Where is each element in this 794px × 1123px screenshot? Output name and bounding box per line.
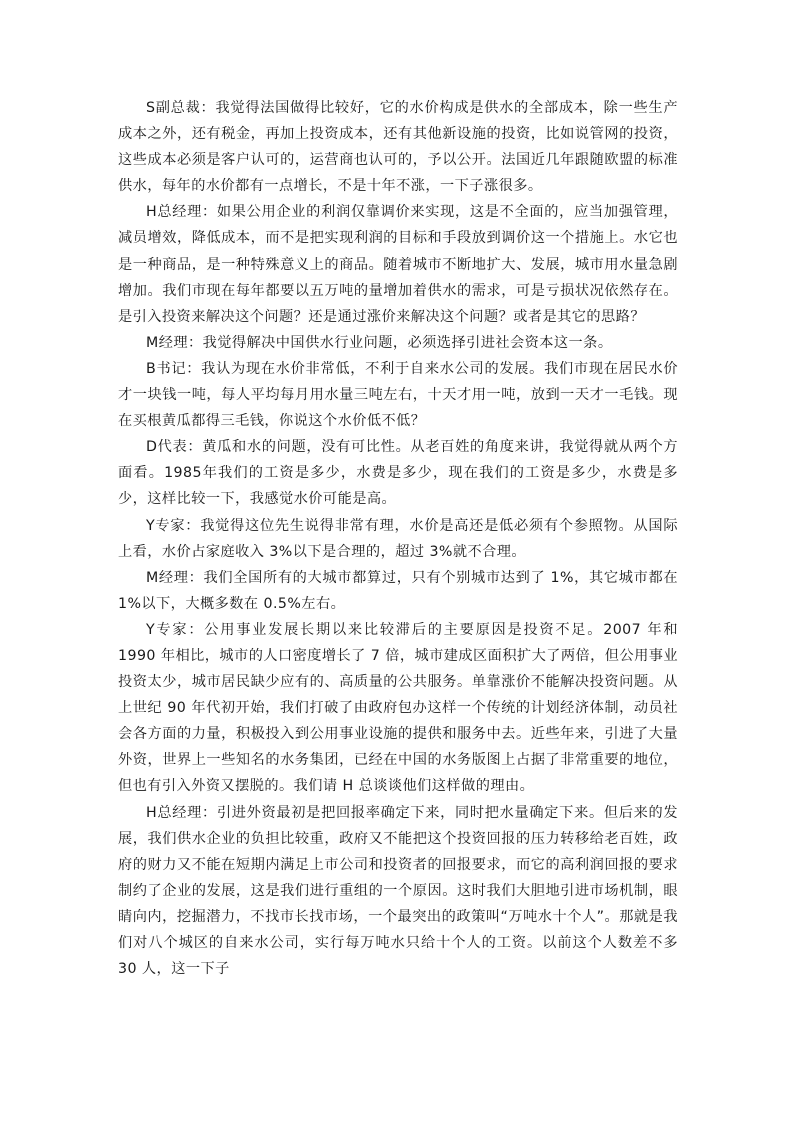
paragraph-d-representative: D代表：黄瓜和水的问题，没有可比性。从老百姓的角度来讲，我觉得就从两个方面看。1985年我们的工资是多少，水费是多少，现在我们的工资是多少，水费是多少，这样比较一下，我感觉水价可能是高。 — [118, 439, 678, 508]
paragraph-h-general-manager: H总经理：如果公用企业的利润仅靠调价来实现，这是不全面的，应当加强管理，减员增效，降低成本，而不是把实现利润的目标和手段放到调价这一个措施上。水它也是一种商品，是一种特殊意义上的商品。随着城市不断地扩大、发展，城市用水量急剧增加。我们市现在每年都要以五万吨的量增加着供水的需求，可是亏损状况依然存在。是引入投资来解决这个问题？还是通过涨价来解决这个问题？或者是其它的思路？ — [118, 204, 678, 325]
paragraph-m-manager-2: M经理：我们全国所有的大城市都算过，只有个别城市达到了 1%，其它城市都在 1%以下，大概多数在 0.5%左右。 — [118, 569, 678, 612]
paragraph-y-expert-2: Y专家：公用事业发展长期以来比较滞后的主要原因是投资不足。2007 年和 1990 年相比，城市的人口密度增长了 7 倍，城市建成区面积扩大了两倍，但公用事业投资太少，城市居民缺少应有的、高质量的公共服务。单靠涨价不能解决投资问题。从上世纪 90 年代初开始，我们打破了由政府包办这样一个传统的计划经济体制，动员社会各方面的力量，积极投入到公用事业设施的提供和服务中去。近些年来，引进了大量外资，世界上一些知名的水务集团，已经在中国的水务版图上占据了非常重要的地位，但也有引入外资又摆脱的。我们请 H 总谈谈他们这样做的理由。 — [118, 621, 678, 795]
paragraph-s-vice-president: S副总裁：我觉得法国做得比较好，它的水价构成是供水的全部成本，除一些生产成本之外，还有税金，再加上投资成本，还有其他新设施的投资，比如说管网的投资，这些成本必须是客户认可的，运营商也认可的，予以公开。法国近几年跟随欧盟的标准供水，每年的水价都有一点增长，不是十年不涨，一下子涨很多。 — [118, 100, 678, 195]
paragraph-h-general-manager-2: H总经理：引进外资最初是把回报率确定下来，同时把水量确定下来。但后来的发展，我们供水企业的负担比较重，政府又不能把这个投资回报的压力转移给老百姓，政府的财力又不能在短期内满足上市公司和投资者的回报要求，而它的高利润回报的要求制约了企业的发展，这是我们进行重组的一个原因。这时我们大胆地引进市场机制，眼睛向内，挖掘潜力，不找市长找市场，一个最突出的政策叫“万吨水十个人”。那就是我们对八个城区的自来水公司，实行每万吨水只给十个人的工资。以前这个人数差不多 30 人，这一下子 — [118, 804, 678, 978]
paragraph-m-manager: M经理：我觉得解决中国供水行业问题，必须选择引进社会资本这一条。 — [146, 334, 613, 351]
paragraph-y-expert: Y专家：我觉得这位先生说得非常有理，水价是高还是低必须有个参照物。从国际上看，水价占家庭收入 3%以下是合理的，超过 3%就不合理。 — [118, 517, 678, 560]
document-page — [118, 95, 678, 982]
paragraph-b-secretary: B书记：我认为现在水价非常低，不利于自来水公司的发展。我们市现在居民水价才一块钱一吨，每人平均每月用水量三吨左右，十天才用一吨，放到一天才一毛钱。现在买根黄瓜都得三毛钱，你说这个水价低不低？ — [118, 360, 678, 430]
